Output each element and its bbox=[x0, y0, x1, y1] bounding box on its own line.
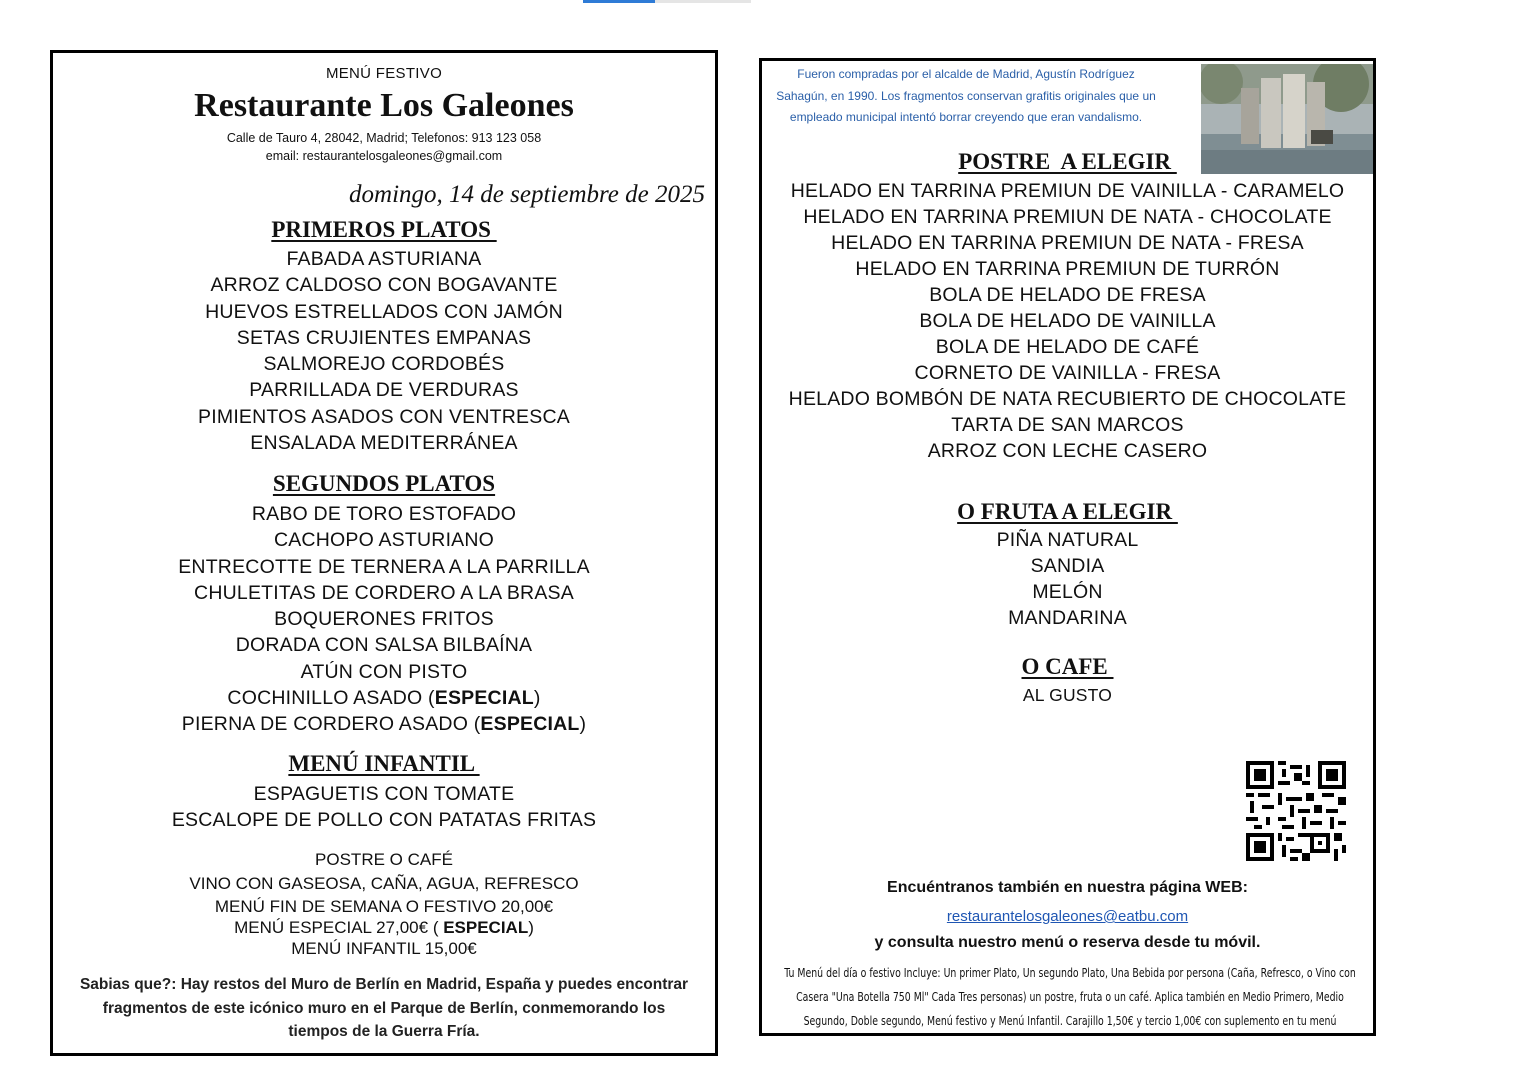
postre-item: HELADO EN TARRINA PREMIUN DE NATA - CHOCOLATE bbox=[803, 206, 1332, 228]
restaurant-name: Restaurante Los Galeones bbox=[194, 87, 574, 124]
postre-title: POSTRE A ELEGIR bbox=[958, 149, 1177, 174]
cafe-list bbox=[762, 682, 1373, 708]
segundos-item-especial: COCHINILLO ASADO (ESPECIAL) bbox=[227, 687, 541, 710]
segundos-item: BOQUERONES FRITOS bbox=[274, 608, 494, 631]
primeros-item: FABADA ASTURIANA bbox=[286, 248, 482, 270]
primeros-item: PARRILLADA DE VERDURAS bbox=[249, 379, 519, 402]
website-link[interactable]: restaurantelosgaleones@eatbu.com bbox=[946, 908, 1189, 925]
segundos-item: RABO DE TORO ESTOFADO bbox=[251, 503, 517, 525]
infantil-item: ESPAGUETIS CON TOMATE bbox=[253, 783, 515, 805]
menu-page-right bbox=[759, 58, 1376, 1036]
restaurant-address: Calle de Tauro 4, 28042, Madrid; Telefonos: 913 123 058 bbox=[226, 131, 542, 145]
menu-fine-print: Tu Menú del día o festivo Incluye: Un primer Plato, Un segundo Plato, Una Bebida por persona (Caña, Refresco, o Vino con Casera "Una Botella 750 Ml" Cada Tres personas) un postre, fruta o un café. Aplica también en Medio Primero, Medio Segundo, Doble segundo, Menú festivo y Menú Infantil. Carajillo 1,50€ y tercio 1,00€ con suplemento en tu menú bbox=[784, 966, 1356, 1028]
primeros-list bbox=[53, 246, 715, 456]
fruta-list bbox=[762, 527, 1373, 631]
postre-item: TARTA DE SAN MARCOS bbox=[951, 414, 1184, 436]
primeros-item: SETAS CRUJIENTES EMPANAS bbox=[236, 326, 532, 349]
infantil-title: MENÚ INFANTIL bbox=[288, 751, 480, 776]
segundos-list bbox=[53, 501, 715, 738]
postre-item: HELADO EN TARRINA PREMIUN DE VAINILLA - CARAMELO bbox=[790, 180, 1345, 202]
postre-item: BOLA DE HELADO DE CAFÉ bbox=[935, 336, 1200, 358]
cafe-item: AL GUSTO bbox=[1022, 685, 1113, 705]
primeros-item: PIMIENTOS ASADOS CON VENTRESCA bbox=[198, 405, 570, 428]
menu-extras bbox=[53, 848, 715, 959]
menu-page-left bbox=[50, 50, 718, 1056]
price-child: MENÚ INFANTIL 15,00€ bbox=[291, 939, 477, 958]
active-tab-indicator[interactable] bbox=[583, 0, 655, 3]
postre-item: HELADO EN TARRINA PREMIUN DE TURRÓN bbox=[855, 258, 1280, 280]
tab-strip bbox=[583, 0, 751, 3]
restaurant-email: email: restaurantelosgaleones@gmail.com bbox=[265, 149, 503, 163]
fruta-item: MELÓN bbox=[1032, 581, 1103, 603]
fruta-item: MANDARINA bbox=[1008, 607, 1127, 629]
segundos-item: CHULETITAS DE CORDERO A LA BRASA bbox=[194, 581, 574, 604]
segundos-item: ATÚN CON PISTO bbox=[300, 660, 468, 683]
postre-item: CORNETO DE VAINILLA - FRESA bbox=[914, 362, 1221, 384]
fruta-title: O FRUTA A ELEGIR bbox=[957, 499, 1178, 524]
segundos-title: SEGUNDOS PLATOS bbox=[272, 471, 496, 496]
infantil-item: ESCALOPE DE POLLO CON PATATAS FRITAS bbox=[171, 809, 597, 832]
price-weekend: MENÚ FIN DE SEMANA O FESTIVO 20,00€ bbox=[214, 897, 554, 916]
postre-cafe: POSTRE O CAFÉ bbox=[315, 850, 453, 869]
did-you-know: Sabias que?: Hay restos del Muro de Berlín en Madrid, España y puedes encontrar fragmentos de este icónico muro en el Parque de Berlín, conmemorando los tiempos de la Guerra Fría. bbox=[79, 976, 689, 1040]
menu-date: domingo, 14 de septiembre de 2025 bbox=[349, 181, 705, 208]
postre-item: ARROZ CON LECHE CASERO bbox=[927, 440, 1208, 462]
segundos-item: CACHOPO ASTURIANO bbox=[273, 529, 495, 552]
segundos-item: DORADA CON SALSA BILBAÍNA bbox=[235, 634, 533, 657]
primeros-item: HUEVOS ESTRELLADOS CON JAMÓN bbox=[205, 300, 563, 323]
berlin-wall-note: Fueron compradas por el alcalde de Madrid, Agustín Rodríguez Sahagún, en 1990. Los fragmentos conservan grafitis originales que un empleado municipal intentó borrar creyendo que eran vandalismo. bbox=[776, 67, 1156, 124]
postre-item: HELADO EN TARRINA PREMIUN DE NATA - FRESA bbox=[831, 232, 1304, 254]
bebidas: VINO CON GASEOSA, CAÑA, AGUA, REFRESCO bbox=[189, 874, 579, 893]
primeros-item: ARROZ CALDOSO CON BOGAVANTE bbox=[210, 274, 558, 297]
cafe-title: O CAFE bbox=[1021, 654, 1114, 679]
qr-code-icon[interactable] bbox=[1246, 761, 1346, 861]
menu-label: MENÚ FESTIVO bbox=[325, 65, 443, 82]
consulta-text: y consulta nuestro menú o reserva desde tu móvil. bbox=[874, 934, 1261, 951]
segundos-item: ENTRECOTTE DE TERNERA A LA PARRILLA bbox=[178, 555, 590, 578]
web-title: Encuéntranos también en nuestra página WEB: bbox=[887, 879, 1248, 896]
postre-item: BOLA DE HELADO DE VAINILLA bbox=[919, 310, 1216, 332]
infantil-list bbox=[53, 781, 715, 834]
fruta-item: SANDIA bbox=[1030, 555, 1105, 577]
postre-item: HELADO BOMBÓN DE NATA RECUBIERTO DE CHOCOLATE bbox=[788, 388, 1347, 410]
primeros-title: PRIMEROS PLATOS bbox=[271, 217, 497, 242]
primeros-item: ENSALADA MEDITERRÁNEA bbox=[250, 432, 518, 455]
primeros-item: SALMOREJO CORDOBÉS bbox=[263, 353, 505, 376]
fruta-item: PIÑA NATURAL bbox=[996, 529, 1139, 551]
postre-list bbox=[762, 178, 1373, 464]
price-special: MENÚ ESPECIAL 27,00€ ( ESPECIAL) bbox=[234, 918, 534, 937]
postre-item: BOLA DE HELADO DE FRESA bbox=[929, 284, 1206, 306]
segundos-item-especial: PIERNA DE CORDERO ASADO (ESPECIAL) bbox=[181, 713, 587, 736]
